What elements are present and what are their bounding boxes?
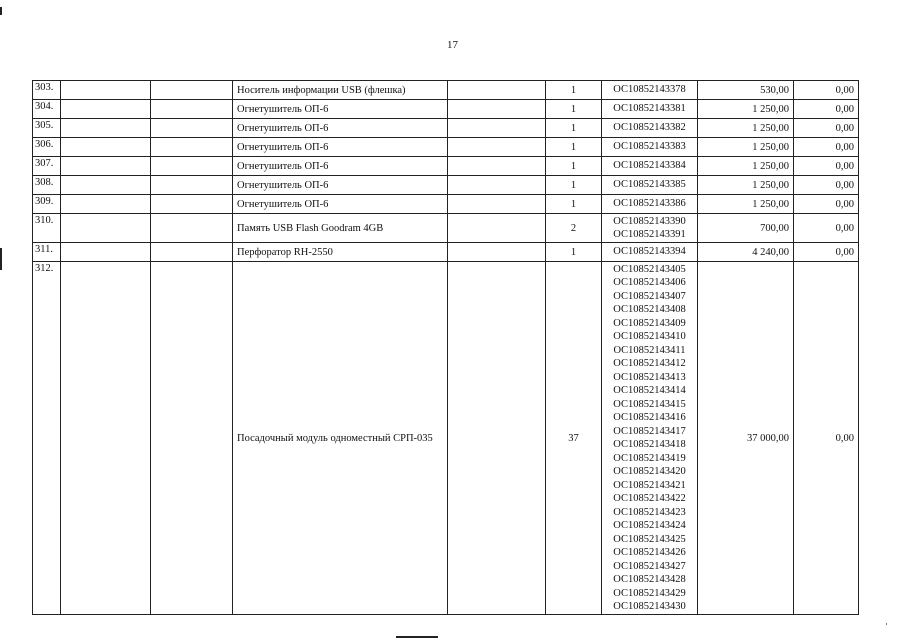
empty-cell [448, 81, 546, 100]
inventory-number: ОС10852143378 [613, 84, 686, 96]
row-number-cell: 306. [33, 138, 61, 157]
inventory-number: ОС10852143383 [613, 141, 686, 153]
inventory-numbers-cell [602, 214, 698, 243]
book-value-cell: 1 250,00 [698, 157, 794, 176]
row-number-cell: 311. [33, 243, 61, 262]
inventory-number: ОС10852143427 [613, 560, 686, 572]
empty-cell [448, 195, 546, 214]
empty-cell [151, 157, 233, 176]
scan-edge-mark [396, 636, 438, 638]
inventory-number: ОС10852143414 [613, 385, 686, 396]
inventory-numbers-cell [602, 176, 698, 195]
inventory-number: ОС10852143415 [613, 398, 686, 410]
row-number-cell: 307. [33, 157, 61, 176]
empty-cell [151, 214, 233, 243]
item-name-cell: Огнетушитель ОП-6 [233, 157, 448, 176]
item-name-cell: Огнетушитель ОП-6 [233, 138, 448, 157]
inventory-number: ОС10852143405 [613, 263, 686, 275]
quantity-cell: 1 [546, 138, 602, 157]
empty-cell [151, 195, 233, 214]
table-row [33, 119, 859, 138]
table-row [33, 262, 859, 615]
empty-cell [448, 176, 546, 195]
inventory-number: ОС10852143384 [613, 160, 686, 172]
depreciation-cell: 0,00 [794, 119, 859, 138]
empty-cell [151, 100, 233, 119]
empty-cell [448, 243, 546, 262]
inventory-numbers-cell [602, 157, 698, 176]
inventory-numbers-cell [602, 243, 698, 262]
empty-cell [151, 138, 233, 157]
depreciation-cell: 0,00 [794, 157, 859, 176]
inventory-number: ОС10852143407 [613, 290, 686, 302]
depreciation-cell: 0,00 [794, 138, 859, 157]
row-number-cell: 310. [33, 214, 61, 243]
inventory-number: ОС10852143416 [613, 412, 686, 423]
item-name-cell: Перфоратор RH-2550 [233, 243, 448, 262]
inventory-number: ОС10852143418 [613, 439, 686, 450]
quantity-cell: 1 [546, 100, 602, 119]
inventory-numbers-cell [602, 195, 698, 214]
empty-cell [61, 243, 151, 262]
item-name-cell: Огнетушитель ОП-6 [233, 176, 448, 195]
empty-cell [448, 138, 546, 157]
empty-cell [151, 243, 233, 262]
asset-register-table [32, 80, 859, 615]
empty-cell [61, 157, 151, 176]
depreciation-cell: 0,00 [794, 195, 859, 214]
depreciation-cell: 0,00 [794, 262, 859, 615]
quantity-cell: 1 [546, 119, 602, 138]
item-name-cell: Память USB Flash Goodram 4GB [233, 214, 448, 243]
depreciation-cell: 0,00 [794, 214, 859, 243]
quantity-cell: 1 [546, 243, 602, 262]
row-number-cell: 305. [33, 119, 61, 138]
table-row [33, 195, 859, 214]
book-value-cell: 1 250,00 [698, 195, 794, 214]
empty-cell [151, 81, 233, 100]
item-name-cell: Носитель информации USB (флешка) [233, 81, 448, 100]
table-row [33, 138, 859, 157]
empty-cell [61, 262, 151, 615]
inventory-number: ОС10852143421 [613, 479, 686, 491]
inventory-number: ОС10852143411 [613, 344, 686, 356]
empty-cell [61, 81, 151, 100]
inventory-number: ОС10852143417 [613, 425, 686, 437]
quantity-cell: 37 [546, 262, 602, 615]
empty-cell [448, 119, 546, 138]
row-number-cell: 308. [33, 176, 61, 195]
scan-dust-mark [886, 623, 887, 625]
inventory-number: ОС10852143422 [613, 493, 686, 504]
table-row [33, 214, 859, 243]
empty-cell [61, 176, 151, 195]
inventory-numbers-cell [602, 81, 698, 100]
book-value-cell: 4 240,00 [698, 243, 794, 262]
inventory-number: ОС10852143409 [613, 317, 686, 329]
table-row [33, 157, 859, 176]
empty-cell [151, 176, 233, 195]
row-number-cell: 304. [33, 100, 61, 119]
book-value-cell: 1 250,00 [698, 100, 794, 119]
inventory-number: ОС10852143408 [613, 304, 686, 315]
row-number-cell: 312. [33, 262, 61, 615]
inventory-number: ОС10852143428 [613, 574, 686, 585]
inventory-numbers-cell [602, 100, 698, 119]
quantity-cell: 1 [546, 157, 602, 176]
table-row [33, 100, 859, 119]
inventory-number: ОС10852143382 [613, 122, 686, 134]
inventory-number: ОС10852143386 [613, 198, 686, 210]
inventory-number: ОС10852143385 [613, 179, 686, 191]
inventory-number: ОС10852143412 [613, 358, 686, 369]
table-row [33, 81, 859, 100]
empty-cell [151, 262, 233, 615]
inventory-number: ОС10852143429 [613, 587, 686, 599]
inventory-number: ОС10852143390 [613, 215, 686, 227]
quantity-cell: 1 [546, 176, 602, 195]
empty-cell [61, 100, 151, 119]
inventory-number: ОС10852143420 [613, 466, 686, 477]
inventory-numbers-cell [602, 119, 698, 138]
inventory-number: ОС10852143423 [613, 506, 686, 518]
inventory-number: ОС10852143426 [613, 547, 686, 558]
scan-edge-mark [0, 7, 2, 15]
inventory-number: ОС10852143413 [613, 371, 686, 383]
depreciation-cell: 0,00 [794, 81, 859, 100]
page-number: 17 [447, 39, 458, 51]
quantity-cell: 2 [546, 214, 602, 243]
empty-cell [448, 100, 546, 119]
book-value-cell: 1 250,00 [698, 119, 794, 138]
row-number-cell: 303. [33, 81, 61, 100]
inventory-number: ОС10852143381 [613, 103, 686, 115]
table-row [33, 243, 859, 262]
inventory-number: ОС10852143410 [613, 331, 686, 342]
quantity-cell: 1 [546, 81, 602, 100]
depreciation-cell: 0,00 [794, 176, 859, 195]
scan-edge-mark [0, 248, 2, 270]
inventory-number: ОС10852143430 [613, 601, 686, 612]
inventory-numbers-cell [602, 138, 698, 157]
empty-cell [448, 214, 546, 243]
quantity-cell: 1 [546, 195, 602, 214]
book-value-cell: 700,00 [698, 214, 794, 243]
row-number-cell: 309. [33, 195, 61, 214]
empty-cell [61, 138, 151, 157]
inventory-number: ОС10852143394 [613, 246, 686, 258]
table-body [33, 81, 859, 615]
item-name-cell: Огнетушитель ОП-6 [233, 195, 448, 214]
inventory-number: ОС10852143406 [613, 277, 686, 288]
empty-cell [448, 157, 546, 176]
empty-cell [448, 262, 546, 615]
depreciation-cell: 0,00 [794, 243, 859, 262]
book-value-cell: 530,00 [698, 81, 794, 100]
item-name-cell: Огнетушитель ОП-6 [233, 100, 448, 119]
empty-cell [61, 119, 151, 138]
item-name-cell: Огнетушитель ОП-6 [233, 119, 448, 138]
inventory-number: ОС10852143425 [613, 533, 686, 545]
depreciation-cell: 0,00 [794, 100, 859, 119]
empty-cell [151, 119, 233, 138]
book-value-cell: 1 250,00 [698, 176, 794, 195]
inventory-numbers-cell [602, 262, 698, 615]
inventory-number: ОС10852143419 [613, 452, 686, 464]
empty-cell [61, 195, 151, 214]
item-name-cell: Посадочный модуль одноместный СРП-035 [233, 262, 448, 615]
table-row [33, 176, 859, 195]
inventory-number: ОС10852143391 [613, 229, 686, 240]
book-value-cell: 1 250,00 [698, 138, 794, 157]
inventory-number: ОС10852143424 [613, 520, 686, 531]
empty-cell [61, 214, 151, 243]
book-value-cell: 37 000,00 [698, 262, 794, 615]
